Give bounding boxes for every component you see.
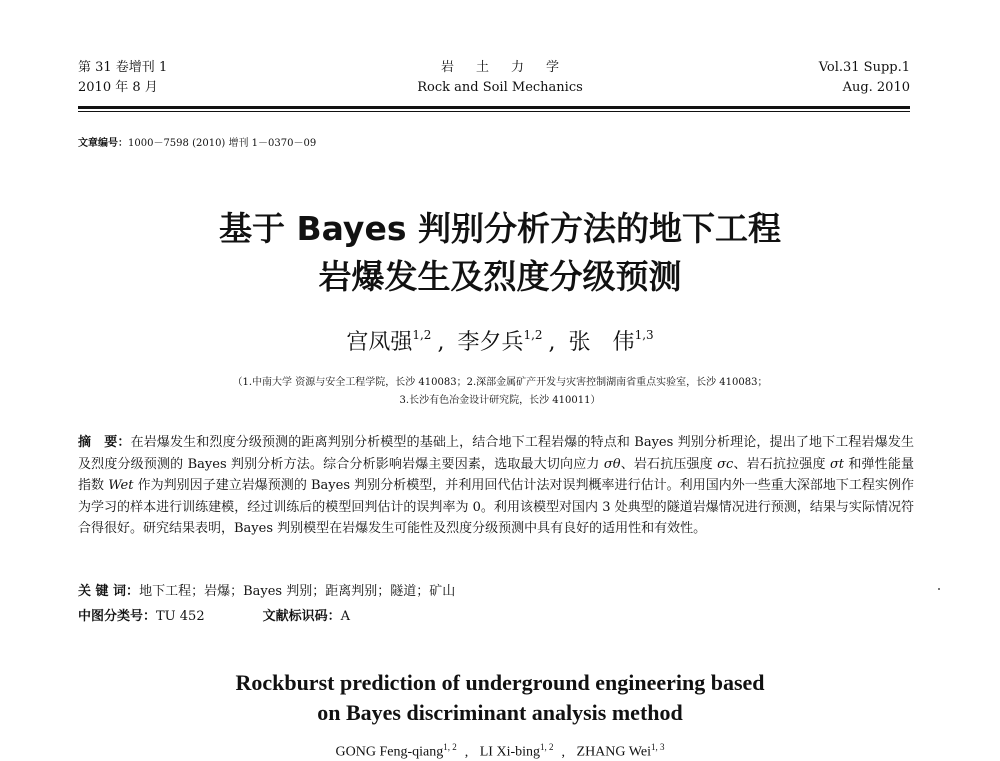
affiliation-line-2: 3.长沙有色冶金设计研究院，长沙 410011）: [399, 395, 601, 406]
paper-title-en: [0, 668, 1000, 728]
symbol-tensile-strength: σt: [829, 456, 845, 472]
author-affiliation-mark: 1,2: [523, 328, 543, 342]
volume-cn: 第 31 卷增刊 1: [78, 60, 168, 75]
author-affiliation-mark: 1,3: [634, 328, 654, 342]
header-rule-thin: [78, 111, 910, 112]
journal-name-cn: 岩土力学: [440, 60, 581, 75]
keywords-label: 关 键 词：: [78, 584, 140, 599]
abstract-text: 、岩石抗拉强度: [733, 456, 830, 472]
doc-code-label: 文献标识码：: [262, 609, 341, 624]
clc-label: 中图分类号：: [78, 609, 157, 624]
author-affiliation-mark: 1,2: [412, 328, 432, 342]
author-name: 李夕兵: [457, 330, 524, 355]
affiliation-line-1: （1.中南大学 资源与安全工程学院，长沙 410083；2.深部金属矿产开发与灾害控制湖南省重点实验室，长沙 410083；: [232, 377, 768, 388]
en-title-line-2: on Bayes discriminant analysis method: [317, 700, 683, 725]
en-author-affiliation-mark: 1, 3: [650, 742, 665, 752]
header-rule-thick: [78, 106, 910, 109]
date-en: Aug. 2010: [842, 80, 910, 95]
author-name: 张 伟: [568, 330, 635, 355]
en-title-line-1: Rockburst prediction of underground engineering based: [235, 670, 765, 695]
author-list-cn: 宫凤强$^{1,2}$ , 李夕兵$^{1,2}$ , 张 伟$^{1,3}$: [346, 328, 654, 355]
abstract-text: 、岩石抗压强度: [620, 456, 718, 472]
author-name: 宫凤强: [346, 330, 413, 355]
journal-name-en: Rock and Soil Mechanics: [417, 80, 583, 95]
en-author-name: LI Xi-bing: [479, 744, 541, 760]
symbol-elastic-energy-index: Wet: [108, 478, 134, 493]
title-line-1: 基于 Bayes 判别分析方法的地下工程: [219, 209, 781, 248]
symbol-compressive-strength: σc: [717, 456, 734, 472]
en-author-affiliation-mark: 1, 2: [443, 742, 457, 752]
keywords: [78, 582, 914, 602]
symbol-max-tangential-stress: σθ: [603, 456, 621, 472]
en-author-name: GONG Feng-qiang: [335, 744, 444, 760]
article-number-value: 1000－7598 (2010) 增刊 1－0370－09: [128, 138, 317, 149]
author-list-en: GONG Feng-qiang$^{1, 2}$ , LI Xi-bing$^{1, 2}$ , ZHANG Wei$^{1, 3}$: [335, 742, 665, 760]
clc-value: TU 452: [156, 609, 205, 624]
paper-title-cn: [0, 205, 1000, 301]
doc-code-value: A: [340, 609, 350, 624]
keywords-value: 地下工程；岩爆；Bayes 判别；距离判别；隧道；矿山: [139, 584, 456, 599]
affiliations: [0, 374, 1000, 410]
article-number: [78, 134, 316, 149]
abstract-label: 摘 要：: [78, 435, 131, 450]
abstract: [78, 432, 914, 540]
en-author-affiliation-mark: 1, 2: [540, 742, 554, 752]
article-number-label: 文章编号：: [78, 138, 128, 149]
en-author-name: ZHANG Wei: [576, 744, 651, 760]
abstract-text: 在岩爆发生和烈度分级预测的距离判别分析模型的基础上，结合地下工程岩爆的特点和 Bayes 判别分析理论，提出了地下工程岩爆发生及烈度分级预测的 Bayes 判别分析方法。综合分析影响岩爆主要因素，选取最大切向应力: [78, 435, 914, 472]
date-cn: 2010 年 8 月: [78, 80, 158, 95]
volume-en: Vol.31 Supp.1: [818, 60, 910, 75]
journal-volume-en: [819, 58, 910, 98]
classification-codes: [78, 607, 350, 627]
title-line-2: 岩爆发生及烈度分级预测: [318, 257, 682, 296]
abstract-text: 作为判别因子建立岩爆预测的 Bayes 判别分析模型，并利用回代估计法对误判概率进行估计。利用国内外一些重大深部地下工程实例作为学习的样本进行训练建模，经过训练后的模型回判估计的误判率为 0。利用该模型对国内 3 处典型的隧道岩爆情况进行预测，结果与实际情况符合得很好。研究结果表明，Bayes 判别模型在岩爆发生可能性及烈度分级预测中具有良好的适用性和有效性。: [78, 478, 914, 536]
scan-speck: [938, 588, 940, 590]
abstract-text: 和弹性能量指数: [78, 456, 915, 493]
